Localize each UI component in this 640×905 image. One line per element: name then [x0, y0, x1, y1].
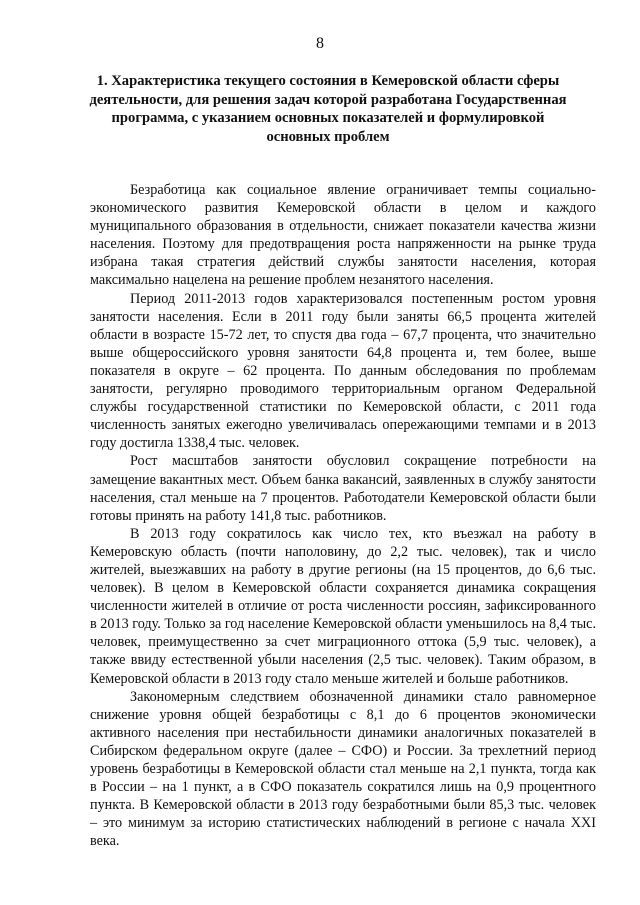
- paragraph-3: Рост масштабов занятости обусловил сокращение потребности на замещение вакантных мест. Объем банка вакансий, заявленных в службу занятости населения, стал меньше на 7 процентов. Работодатели Кемеровской области были готовы принять на работу 141,8 тыс. работников.: [90, 453, 596, 524]
- page-number: 8: [316, 35, 324, 52]
- paragraph-4: В 2013 году сократилось как число тех, кто въезжал на работу в Кемеровскую область (почти наполовину, до 2,2 тыс. человек), так и число жителей, выезжавших на работу в другие регионы (на 15 процентов, до 6,6 тыс. человек). В целом в Кемеровской области сохраняется динамика сокращения численности жителей в отличие от роста численности россиян, зафиксированного в 2013 году. Только за год население Кемеровской области уменьшилось на 8,4 тыс. человек, преимущественно за счет миграционного оттока (5,9 тыс. человек), а также ввиду естественной убыли населения (2,5 тыс. человек). Таким образом, в Кемеровской области в 2013 году стало меньше жителей и больше работников.: [90, 525, 596, 687]
- paragraph-5: Закономерным следствием обозначенной динамики стало равномерное снижение уровня общей безработицы с 8,1 до 6 процентов экономически активного населения при нестабильности динамики аналогичных показателей в Сибирском федеральном округе (далее – СФО) и России. За трехлетний период уровень безработицы в Кемеровской области стал меньше на 2,1 пункта, тогда как в России – на 1 пункт, а в СФО показатель сократился лишь на 0,9 процентного пункта. В Кемеровской области в 2013 году безработными были 85,3 тыс. человек – это минимум за историю статистических наблюдений в регионе с начала XXI века.: [90, 688, 596, 850]
- paragraph-1: Безработица как социальное явление ограничивает темпы социально-экономического развития Кемеровской области в целом и каждого муниципального образования в отдельности, снижает показатели качества жизни населения. Поэтому для предотвращения роста напряженности на рынке труда избрана такая стратегия действий службы занятости населения, которая максимально нацелена на решение проблем незанятого населения.: [90, 182, 596, 289]
- paragraph-2: Период 2011-2013 годов характеризовался постепенным ростом уровня занятости населения. Если в 2011 году были заняты 66,5 процента жителей области в возрасте 15-72 лет, то спустя два года – 67,7 процента, что значительно выше общероссийского уровня занятости 64,8 процента и, тем более, выше показателя в округе – 62 процента. По данным обследования по проблемам занятости, регулярно проводимого территориальным органом Федеральной службы государственной статистики по Кемеровской области, с 2011 года численность занятых ежегодно увеличивалась опережающими темпами и в 2013 году достигла 1338,4 тыс. человек.: [90, 290, 596, 452]
- document-body: [90, 181, 596, 850]
- section-heading: 1. Характеристика текущего состояния в Кемеровской области сферы деятельности, для решения задач которой разработана Государственная программа, с указанием основных показателей и формулировкой основных проблем: [89, 73, 567, 145]
